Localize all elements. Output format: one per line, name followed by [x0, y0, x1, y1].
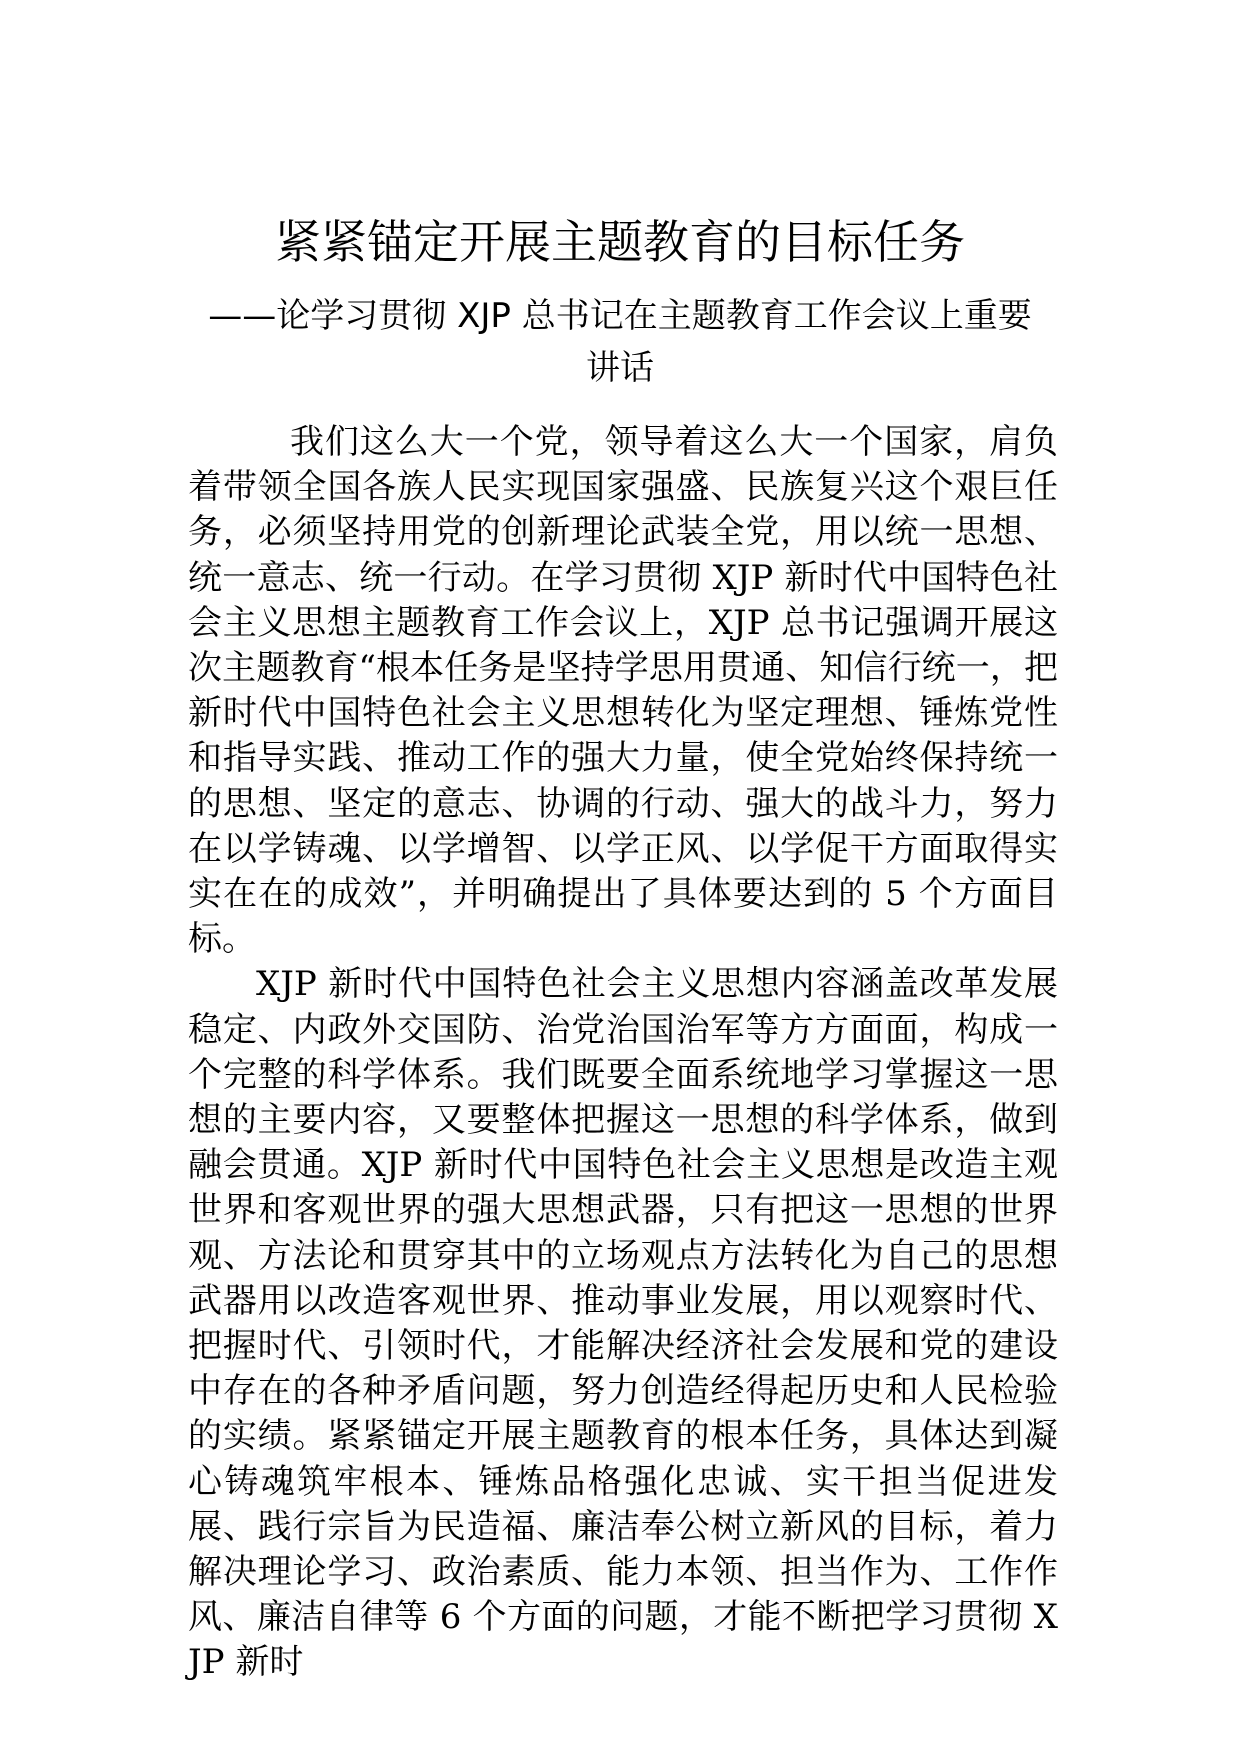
document-title: 紧紧锚定开展主题教育的目标任务 — [275, 215, 965, 269]
paragraph-1: 我们这么大一个党，领导着这么大一个国家，肩负着带领全国各族人民实现国家强盛、民族复兴这个艰巨任务，必须坚持用党的创新理论武装全党，用以统一思想、统一意志、统一行动。在学习贯彻 XJP 新时代中国特色社会主义思想主题教育工作会议上，XJP 总书记强调开展这次主题教育“根本任务是坚持学思用贯通、知信行统一，把新时代中国特色社会主义思想转化为坚定理想、锤炼党性和指导实践、推动工作的强大力量，使全党始终保持统一的思想、坚定的意志、协调的行动、强大的战斗力，努力在以学铸魂、以学增智、以学正风、以学促干方面取得实实在在的成效”，并明确提出了具体要达到的 5 个方面目标。 — [188, 422, 1058, 960]
document-body — [188, 420, 1058, 1686]
document-subtitle: ——论学习贯彻 XJP 总书记在主题教育工作会议上重要讲话 — [208, 296, 1032, 388]
paragraph-2: XJP 新时代中国特色社会主义思想内容涵盖改革发展稳定、内政外交国防、治党治国治军等方方面面，构成一个完整的科学体系。我们既要全面系统地学习掌握这一思想的主要内容，又要整体把握这一思想的科学体系，做到融会贯通。XJP 新时代中国特色社会主义思想是改造主观世界和客观世界的强大思想武器，只有把这一思想的世界观、方法论和贯穿其中的立场观点方法转化为自己的思想武器用以改造客观世界、推动事业发展，用以观察时代、把握时代、引领时代，才能解决经济社会发展和党的建设中存在的各种矛盾问题，努力创造经得起历史和人民检验的实绩。紧紧锚定开展主题教育的根本任务，具体达到凝心铸魂筑牢根本、锤炼品格强化忠诚、实干担当促进发展、践行宗旨为民造福、廉洁奉公树立新风的目标，着力解决理论学习、政治素质、能力本领、担当作为、工作作风、廉洁自律等 6 个方面的问题，才能不断把学习贯彻 XJP 新时 — [188, 964, 1058, 1683]
